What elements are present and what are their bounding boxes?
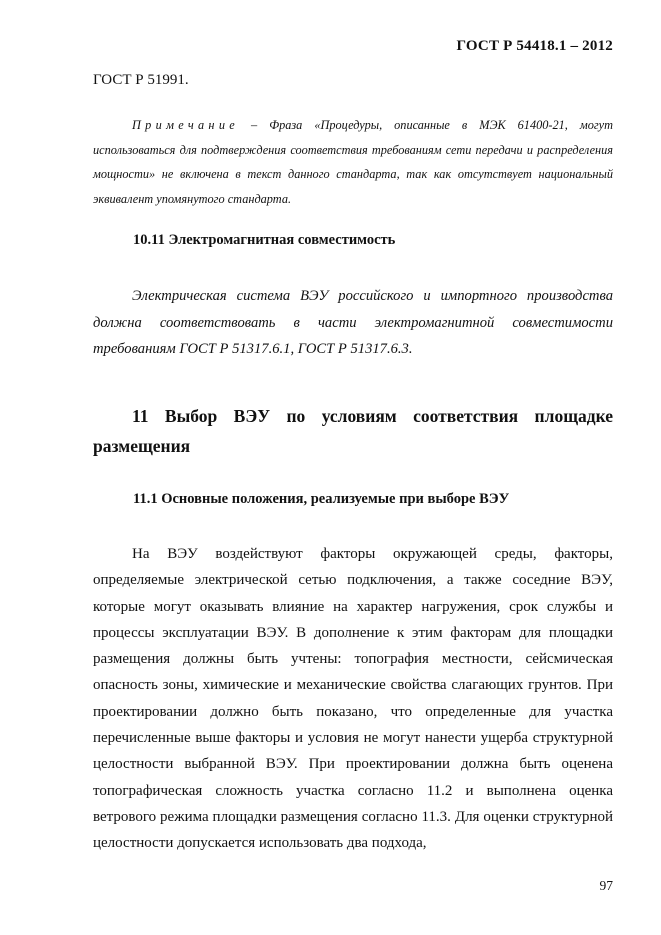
section-10-11-text: Электрическая система ВЭУ российского и импортного производства должна соответствовать в части электромагнитной совместимости требованиям ГОСТ Р 51317.6.1, ГОСТ Р 51317.6.3. [93, 288, 613, 358]
note-dash: – [239, 118, 270, 132]
section-11-heading: 11 Выбор ВЭУ по условиям соответствия площадке размещения [93, 406, 613, 456]
continued-reference: ГОСТ Р 51991. [93, 72, 189, 88]
note-label: Примечание [132, 118, 240, 132]
document-code-header: ГОСТ Р 54418.1 – 2012 [456, 38, 613, 54]
note-text: Фраза «Процедуры, описанные в МЭК 61400-21, могут использоваться для подтверждения соответствия требованиям сети передачи и распределения мощности» не включена в текст данного стандарта, так как отсутствует национальный эквивалент упомянутого стандарта. [93, 118, 613, 206]
note-paragraph [93, 113, 613, 211]
section-10-11-heading: 10.11 Электромагнитная совместимость [133, 232, 396, 248]
page-number: 97 [599, 878, 613, 893]
section-11-1-text: На ВЭУ воздействуют факторы окружающей среды, факторы, определяемые электрической сетью подключения, а также соседние ВЭУ, которые могут оказывать влияние на характер нагружения, срок службы и процессы эксплуатации ВЭУ. В дополнение к этим факторам для площадки размещения должны быть учтены: топография местности, сейсмическая опасность зоны, химические и механические свойства слагающих грунтов. При проектировании должно быть показано, что определенные для участка перечисленные выше факторы и условия не могут нанести ущерба структурной целостности выбранной ВЭУ. При проектировании должна быть оценена топографическая сложность участка согласно 11.2 и выполнена оценка ветрового режима площадки размещения согласно 11.3. Для оценки структурной целостности допускается использовать два подхода, [93, 546, 613, 852]
section-11-1-heading: 11.1 Основные положения, реализуемые при выборе ВЭУ [133, 491, 510, 507]
